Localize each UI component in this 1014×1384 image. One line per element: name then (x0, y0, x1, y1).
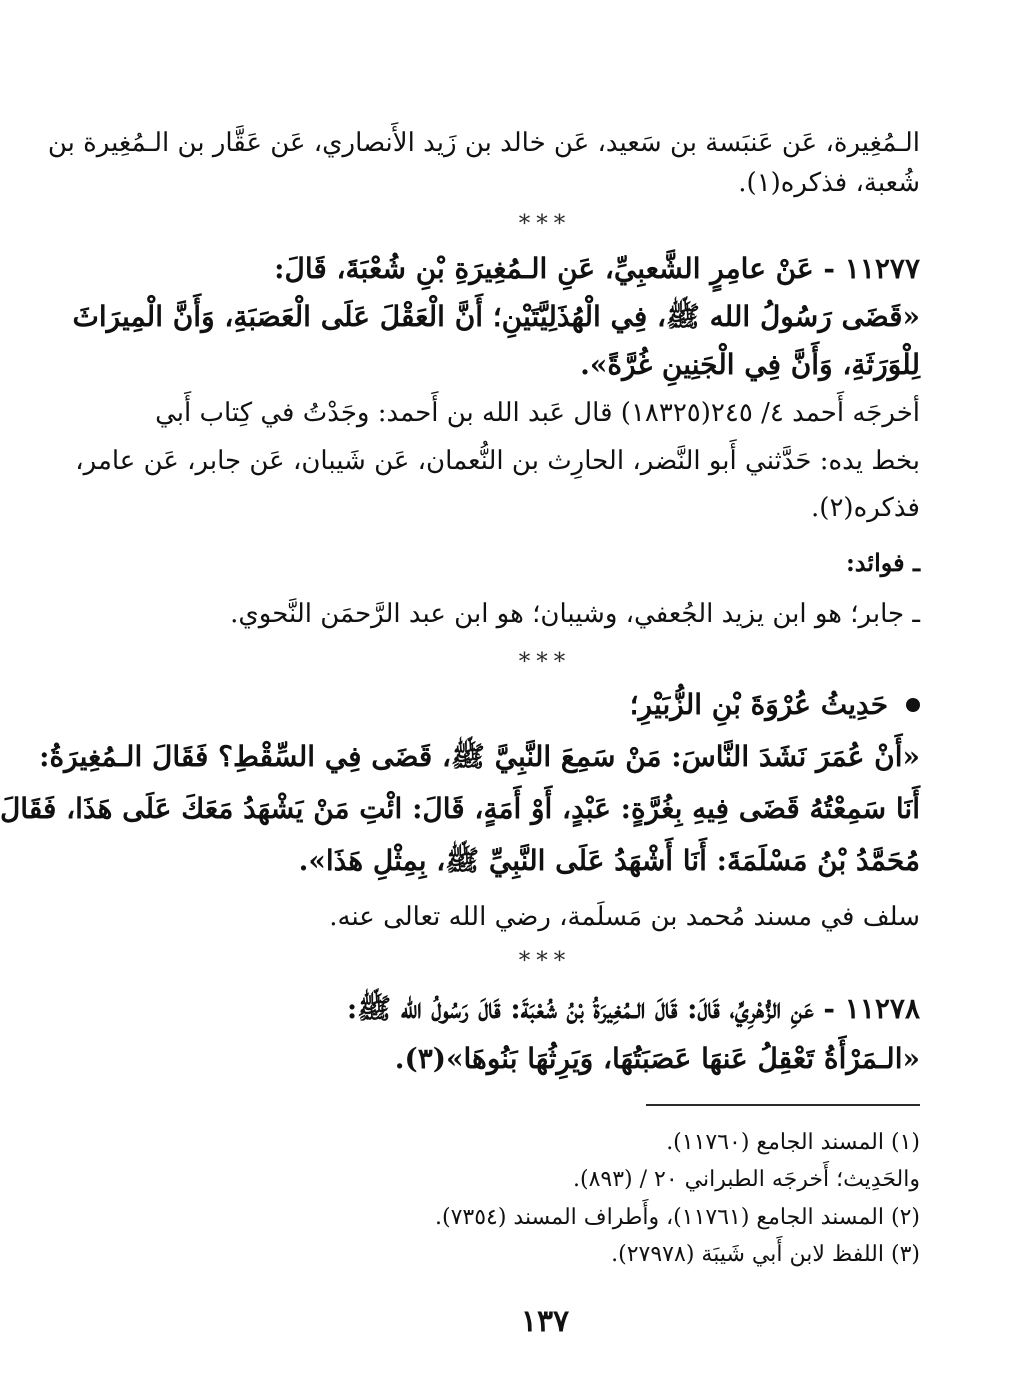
footnote-line: (٢) المسند الجامع (١١٧٦١)، وأَطراف المسند (٧٣٥٤). (435, 1205, 920, 1230)
page-number: ١٣٧ (520, 1304, 570, 1339)
hadith-text-line: «قَضَى رَسُولُ الله ﷺ، فِي الْهُذَلِيَّتَيْنِ؛ أَنَّ الْعَقْلَ عَلَى الْعَصَبَةِ، وَأَنَّ الْمِيرَاثَ (72, 300, 920, 333)
hadith-number-line: ١١٢٧٧ - عَنْ عامِرٍ الشَّعبِيِّ، عَنِ الـمُغِيرَةِ بْنِ شُعْبَةَ، قَالَ: (274, 252, 920, 285)
bullet-heading-row (630, 688, 920, 721)
hadith-text-line: «الـمَرْأَةُ تَعْقِلُ عَنهَا عَصَبَتُهَا، وَيَرِثُهَا بَنُوهَا»(٣). (394, 1042, 920, 1075)
section-separator: *** (518, 948, 572, 974)
bullet-heading: حَدِيثُ عُرْوَةَ بْنِ الزُّبَيْرِ؛ (629, 688, 888, 721)
footnote-line: والحَدِيث؛ أَخرجَه الطبراني ٢٠ / (٨٩٣). (573, 1167, 920, 1192)
takhrij-line: بخط يده: حَدَّثني أَبو النَّضر، الحارِث بن النُّعمان، عَن شَيبان، عَن جابر، عَن عامر، (75, 446, 920, 476)
footnote-line: (١) المسند الجامع (١١٧٦٠). (666, 1130, 920, 1155)
intro-line-1: الـمُغِيرة، عَن عَنبَسة بن سَعيد، عَن خالد بن زَيد الأَنصاري، عَن عَقَّار بن الـمُغِيرة بن (47, 128, 920, 158)
hadith-text-line: «أَنْ عُمَرَ نَشَدَ النَّاسَ: مَنْ سَمِعَ النَّبِيَّ ﷺ، قَضَى فِي السِّقْطِ؟ فَقَالَ الـمُغِيرَةُ: (39, 740, 920, 773)
fawaid-heading: ـ فوائد: (845, 548, 920, 577)
takhrij-line: أخرجَه أَحمد ٤/ ٢٤٥(١٨٣٢٥) قال عَبد الله بن أَحمد: وجَدْتُ في كِتاب أَبي (155, 398, 920, 428)
hadith-text-line: لِلْوَرَثَةِ، وَأَنَّ فِي الْجَنِينِ غُرَّةً». (580, 348, 920, 381)
bullet-icon (906, 698, 920, 712)
footnote-line: (٣) اللفظ لابن أَبي شَيبَة (٢٧٩٧٨). (611, 1242, 920, 1267)
intro-line-2: شُعبة، فذكره(١). (738, 168, 920, 198)
section-separator: *** (518, 211, 572, 237)
salaf-note: سلف في مسند مُحمد بن مَسلَمة، رضي الله تعالى عنه. (329, 902, 920, 932)
takhrij-line: فذكره(٢). (811, 493, 920, 523)
hadith-text-line: أَنَا سَمِعْتُهُ قَضَى فِيهِ بِغُرَّةٍ: عَبْدٍ، أَوْ أَمَةٍ، قَالَ: ائْتِ مَنْ يَشْهَدُ مَعَكَ عَلَى هَذَا، فَقَالَ (0, 792, 920, 825)
fawaid-text: ـ جابر؛ هو ابن يزيد الجُعفي، وشيبان؛ هو ابن عبد الرَّحمَن النَّحوي. (230, 599, 920, 629)
footnote-divider (646, 1104, 920, 1106)
section-separator: *** (518, 649, 572, 675)
hadith-text-line: مُحَمَّدُ بْنُ مَسْلَمَةَ: أَنَا أَشْهَدُ عَلَى النَّبِيِّ ﷺ، بِمِثْلِ هَذَا». (298, 844, 920, 877)
hadith-number-line: ١١٢٧٨ - عَنِ الزُّهْرِيِّ، قَالَ: قَالَ الـمُغِيرَةُ بْنُ شُعْبَةَ: قَالَ رَسُولُ الله ﷺ: (346, 992, 920, 1025)
